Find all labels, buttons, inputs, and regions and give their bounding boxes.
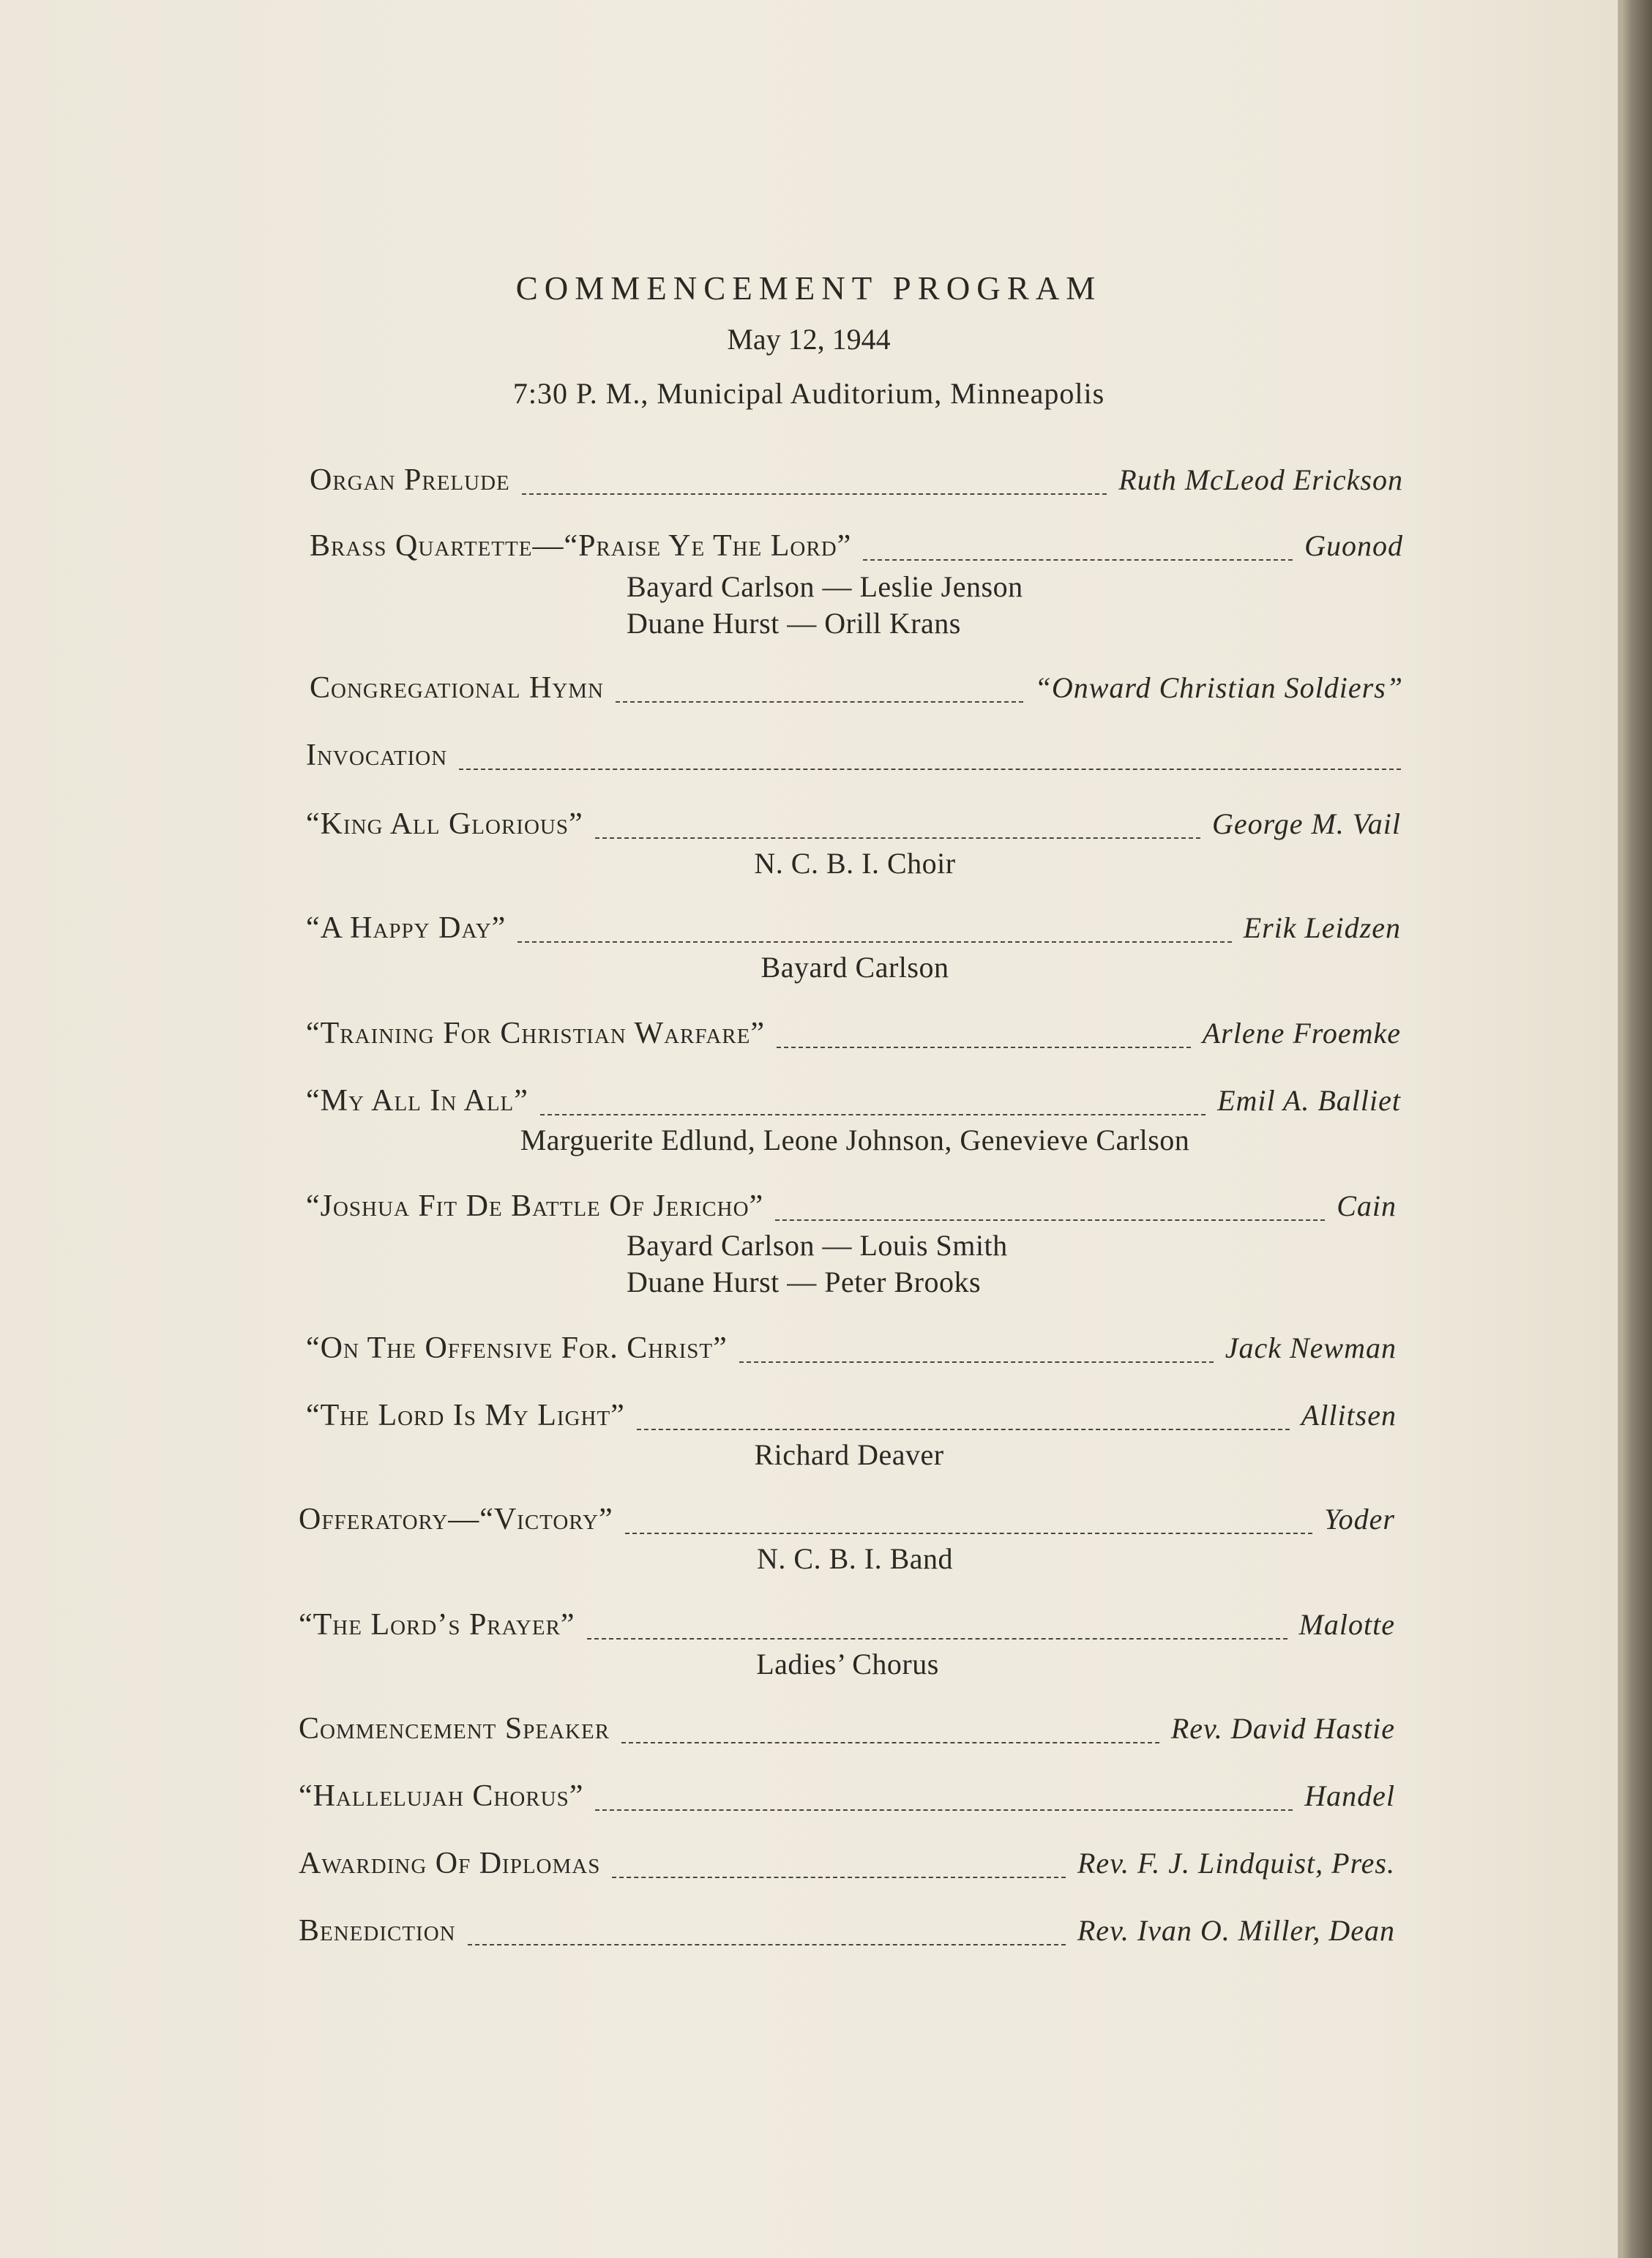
dotted-leader xyxy=(739,1361,1214,1363)
dotted-leader xyxy=(863,559,1293,561)
program-entry-joshua-fit-de-battle xyxy=(306,1189,1397,1230)
entry-label: “Hallelujah Chorus” xyxy=(299,1779,584,1813)
entry-credit: Ruth McLeod Erickson xyxy=(1118,463,1403,496)
dotted-leader xyxy=(616,701,1023,703)
book-spine-edge xyxy=(1618,0,1652,2258)
entry-credit: Yoder xyxy=(1324,1503,1395,1536)
entry-credit: Rev. Ivan O. Miller, Dean xyxy=(1077,1914,1395,1947)
entry-credit: Handel xyxy=(1304,1779,1395,1812)
entry-label: “The Lord’s Prayer” xyxy=(299,1608,575,1642)
entry-credit: Erik Leidzen xyxy=(1243,911,1401,944)
entry-label: Invocation xyxy=(306,739,448,772)
program-entry-benediction xyxy=(299,1913,1395,1954)
entry-credit: Jack Newman xyxy=(1225,1331,1397,1364)
program-entry-the-lord-is-my-light xyxy=(306,1398,1397,1439)
entry-label: Organ Prelude xyxy=(310,463,510,497)
program-entry-commencement-speaker xyxy=(299,1711,1395,1752)
dotted-leader xyxy=(612,1877,1066,1878)
dotted-leader xyxy=(775,1219,1325,1221)
entry-label: “My All In All” xyxy=(306,1084,528,1118)
dotted-leader xyxy=(540,1114,1206,1115)
program-entry-training-for-christian-warfare xyxy=(306,1016,1401,1057)
entry-credit: Malotte xyxy=(1298,1608,1395,1641)
entry-credit: “Onward Christian Soldiers” xyxy=(1034,671,1403,704)
entry-label: “On The Offensive For. Christ” xyxy=(306,1331,728,1365)
dotted-leader xyxy=(595,837,1200,839)
dotted-leader xyxy=(587,1638,1287,1640)
entry-label: “King All Glorious” xyxy=(306,807,583,841)
dotted-leader xyxy=(522,493,1107,495)
entry-label: Commencement Speaker xyxy=(299,1712,610,1746)
program-title: COMMENCEMENT PROGRAM xyxy=(515,270,1102,307)
entry-label: Offeratory—“Victory” xyxy=(299,1503,613,1536)
entry-label: “Joshua Fit De Battle Of Jericho” xyxy=(306,1189,764,1223)
performers-line: Richard Deaver xyxy=(754,1438,944,1471)
program-entry-brass-quartette xyxy=(310,528,1403,569)
program-entry-on-the-offensive xyxy=(306,1331,1397,1372)
entry-label: Congregational Hymn xyxy=(310,671,604,705)
program-venue: 7:30 P. M., Municipal Auditorium, Minneapolis xyxy=(512,377,1105,410)
entry-label: Brass Quartette—“Praise Ye The Lord” xyxy=(310,529,852,563)
book-binding-line xyxy=(1618,0,1623,2258)
entry-label: “The Lord Is My Light” xyxy=(306,1399,625,1432)
entry-label: Benediction xyxy=(299,1914,456,1948)
performers-line: N. C. B. I. Choir xyxy=(754,847,956,880)
dotted-leader xyxy=(468,1944,1066,1945)
performers-line: Duane Hurst — Peter Brooks xyxy=(627,1266,982,1298)
program-entry-king-all-glorious xyxy=(306,807,1401,848)
performers-line: N. C. B. I. Band xyxy=(757,1542,953,1575)
entry-credit: Rev. David Hastie xyxy=(1170,1712,1395,1745)
entry-credit: Cain xyxy=(1337,1189,1397,1222)
program-entry-hallelujah-chorus xyxy=(299,1779,1395,1820)
program-entry-awarding-of-diplomas xyxy=(299,1846,1395,1887)
performers-line: Bayard Carlson xyxy=(760,951,949,984)
dotted-leader xyxy=(621,1742,1159,1743)
program-entry-organ-prelude xyxy=(310,463,1403,504)
entry-credit: George M. Vail xyxy=(1211,807,1401,840)
dotted-leader xyxy=(459,769,1401,770)
program-entry-invocation xyxy=(306,738,1401,779)
entry-label: “Training For Christian Warfare” xyxy=(306,1017,765,1050)
entry-credit: Allitsen xyxy=(1301,1399,1397,1432)
entry-credit: Rev. F. J. Lindquist, Pres. xyxy=(1077,1847,1395,1880)
entry-credit: Emil A. Balliet xyxy=(1217,1084,1401,1117)
entry-label: Awarding Of Diplomas xyxy=(299,1847,601,1880)
dotted-leader xyxy=(625,1533,1312,1534)
dotted-leader xyxy=(595,1809,1293,1811)
dotted-leader xyxy=(777,1047,1191,1048)
dotted-leader xyxy=(517,941,1231,943)
program-entry-congregational-hymn xyxy=(310,670,1403,711)
program-entry-the-lords-prayer xyxy=(299,1607,1395,1648)
program-entry-my-all-in-all xyxy=(306,1083,1401,1124)
performers-line: Ladies’ Chorus xyxy=(756,1648,939,1681)
dotted-leader xyxy=(637,1429,1290,1430)
program-entry-offeratory-victory xyxy=(299,1502,1395,1543)
performers-line: Bayard Carlson — Louis Smith xyxy=(627,1229,1008,1262)
performers-line: Marguerite Edlund, Leone Johnson, Genevieve Carlson xyxy=(520,1124,1190,1156)
program-date: May 12, 1944 xyxy=(727,323,891,356)
performers-line: Duane Hurst — Orill Krans xyxy=(627,607,961,640)
entry-label: “A Happy Day” xyxy=(306,911,507,945)
entry-credit: Guonod xyxy=(1304,529,1403,562)
program-entry-a-happy-day xyxy=(306,911,1401,952)
performers-line: Bayard Carlson — Leslie Jenson xyxy=(627,570,1023,603)
entry-credit: Arlene Froemke xyxy=(1202,1017,1401,1050)
